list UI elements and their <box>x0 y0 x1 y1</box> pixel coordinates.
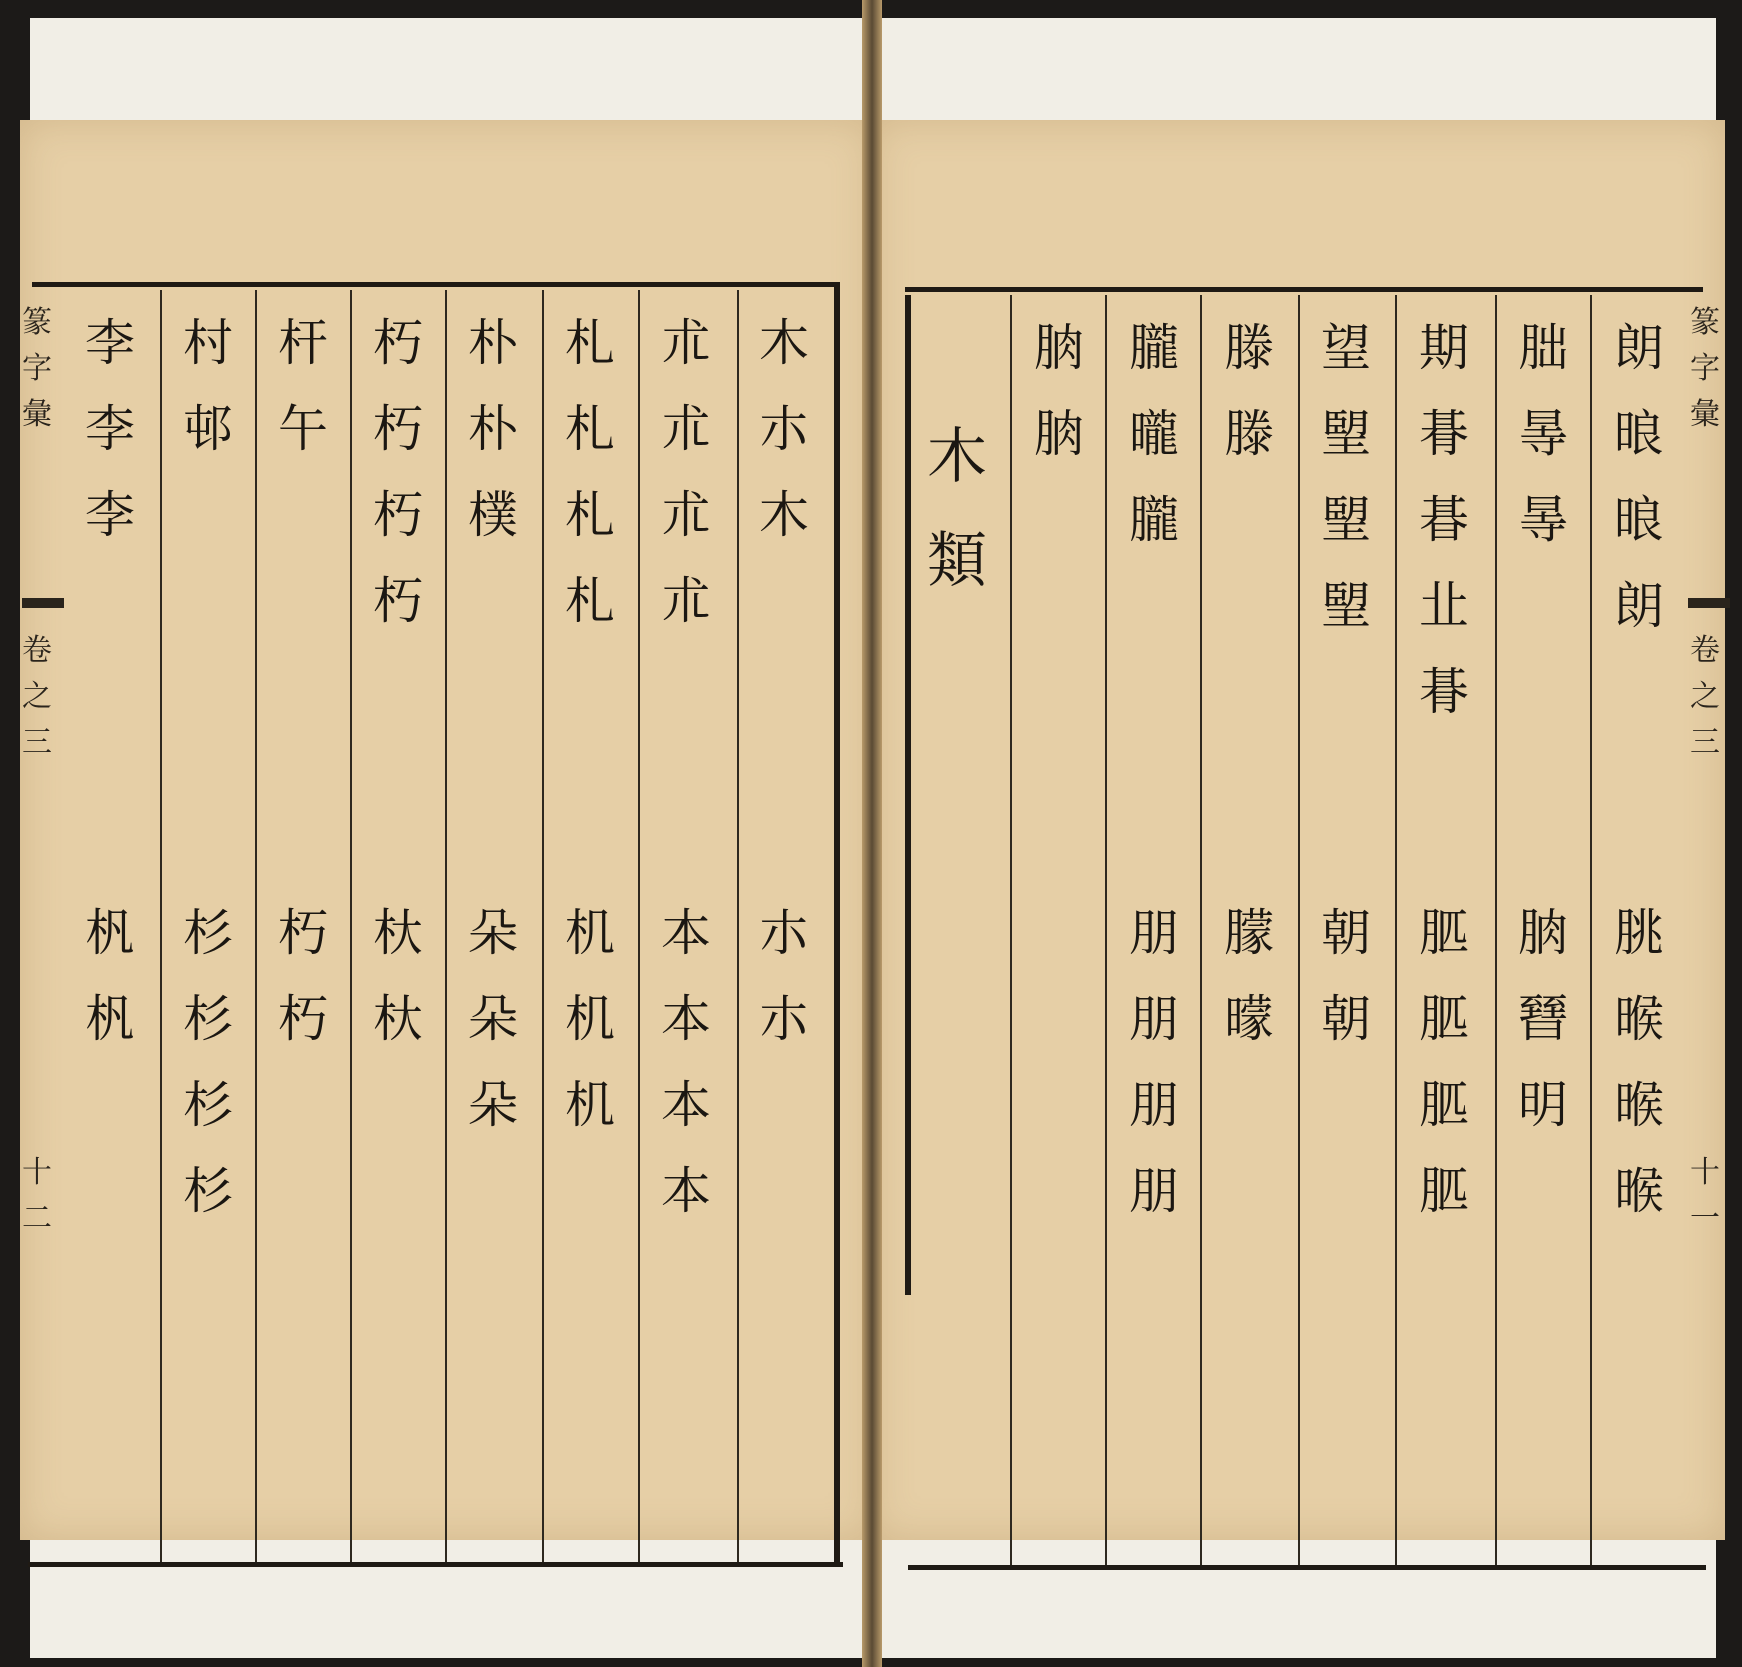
entry-top <box>257 300 349 472</box>
entry-top <box>1593 305 1685 649</box>
seal-char: 㫰 <box>1614 405 1664 463</box>
entry-top <box>1108 305 1200 563</box>
seal-char: 朝 <box>1321 990 1371 1048</box>
entry-top <box>1497 305 1589 563</box>
seal-char: 朏 <box>1518 319 1568 377</box>
seal-char: 朵 <box>468 1076 518 1134</box>
heading-char: 木 <box>927 422 987 492</box>
column-line <box>1395 295 1397 1565</box>
fish-tail-mark <box>22 598 64 630</box>
entry-bottom <box>1108 890 1200 1234</box>
seal-char: 机 <box>565 904 615 962</box>
left-bottom-rule <box>28 1562 843 1567</box>
seal-char: 朋 <box>1129 1162 1179 1220</box>
seal-char: 㫰 <box>1614 491 1664 549</box>
seal-char: 杕 <box>373 990 423 1048</box>
seal-char: 李 <box>85 314 135 372</box>
seal-char: 㬜 <box>1518 990 1568 1048</box>
section-heading <box>922 405 992 613</box>
seal-char: 朦 <box>1224 904 1274 962</box>
seal-char: 杉 <box>183 1076 233 1134</box>
seal-char: 㬋 <box>1614 1076 1664 1134</box>
seal-char: 杉 <box>183 990 233 1048</box>
seal-char: 䏘 <box>1419 1162 1469 1220</box>
entry-top <box>544 300 636 644</box>
column-line <box>1200 295 1202 1565</box>
seal-char: 札 <box>565 486 615 544</box>
fish-tail-mark <box>1688 598 1730 630</box>
seal-char: 朽 <box>373 314 423 372</box>
seal-char: 朮 <box>661 314 711 372</box>
entry-bottom <box>738 890 830 1062</box>
seal-char: 朋 <box>1129 990 1179 1048</box>
seal-char: 朵 <box>468 990 518 1048</box>
entry-bottom <box>162 890 254 1234</box>
left-outer-border <box>834 285 840 1565</box>
seal-char: 䏘 <box>1419 904 1469 962</box>
seal-char: 札 <box>565 572 615 630</box>
seal-char: 杉 <box>183 1162 233 1220</box>
seal-char: 本 <box>661 1076 711 1134</box>
seal-char: 㫷 <box>1419 491 1469 549</box>
seal-char: 䏘 <box>1419 990 1469 1048</box>
seal-char: 朞 <box>1419 663 1469 721</box>
seal-char: 㬋 <box>1614 1162 1664 1220</box>
seal-char: 期 <box>1419 319 1469 377</box>
seal-char: 朽 <box>373 486 423 544</box>
seal-char: 机 <box>565 1076 615 1134</box>
entry-top <box>1203 305 1295 477</box>
entry-bottom <box>1300 890 1392 1062</box>
seal-char: 㐀 <box>1419 577 1469 635</box>
seal-char: 滕 <box>1224 405 1274 463</box>
seal-char: 朢 <box>1321 405 1371 463</box>
right-bottom-rule <box>908 1565 1706 1570</box>
seal-char: 樸 <box>468 486 518 544</box>
seal-char: 木 <box>759 314 809 372</box>
seal-char: 㬋 <box>1614 990 1664 1048</box>
entry-top <box>352 300 444 644</box>
entry-bottom <box>447 890 539 1148</box>
seal-char: 朽 <box>373 572 423 630</box>
seal-char: 邨 <box>183 400 233 458</box>
seal-char: 滕 <box>1224 319 1274 377</box>
seal-char: 本 <box>661 904 711 962</box>
entry-top <box>1013 305 1105 477</box>
seal-char: 䏘 <box>1419 1076 1469 1134</box>
seal-char: 朋 <box>1129 904 1179 962</box>
entry-top <box>1398 305 1490 735</box>
seal-char: 札 <box>565 400 615 458</box>
seal-char: 朒 <box>1034 405 1084 463</box>
seal-char: 朒 <box>1518 904 1568 962</box>
seal-char: 杋 <box>85 904 135 962</box>
seal-char: 朩 <box>759 990 809 1048</box>
seal-char: 本 <box>661 1162 711 1220</box>
entry-top <box>640 300 732 644</box>
seal-char: 杋 <box>85 990 135 1048</box>
entry-bottom <box>257 890 349 1062</box>
seal-char: 李 <box>85 486 135 544</box>
entry-bottom <box>352 890 444 1062</box>
seal-char: 朧 <box>1129 491 1179 549</box>
entry-bottom <box>640 890 732 1234</box>
entry-bottom <box>1203 890 1295 1062</box>
entry-top <box>738 300 830 558</box>
seal-char: 朢 <box>1321 491 1371 549</box>
right-margin-label: 篆字彙 <box>1690 305 1720 432</box>
entry-top <box>447 300 539 558</box>
seal-char: 机 <box>565 990 615 1048</box>
seal-char: 杉 <box>183 904 233 962</box>
seal-char: 本 <box>661 990 711 1048</box>
heading-char: 類 <box>927 526 987 596</box>
seal-char: 朗 <box>1614 319 1664 377</box>
seal-char: 朩 <box>759 904 809 962</box>
column-line <box>1010 295 1012 1565</box>
seal-char: 朝 <box>1321 904 1371 962</box>
left-margin-volume: 卷之三 <box>22 633 52 760</box>
seal-char: 李 <box>85 400 135 458</box>
seal-char: 朮 <box>661 400 711 458</box>
book-gutter <box>862 0 882 1667</box>
right-margin-page: 十一 <box>1690 1155 1720 1236</box>
left-top-rule <box>32 282 840 287</box>
seal-char: 朓 <box>1614 904 1664 962</box>
entry-bottom <box>1593 890 1685 1234</box>
column-line <box>1590 295 1592 1565</box>
seal-char: 朢 <box>1321 577 1371 635</box>
seal-char: 朽 <box>278 990 328 1048</box>
seal-char: 朧 <box>1129 319 1179 377</box>
entry-top <box>1300 305 1392 649</box>
seal-char: 曚 <box>1224 990 1274 1048</box>
seal-char: 午 <box>278 400 328 458</box>
seal-char: 㫭 <box>1518 405 1568 463</box>
seal-char: 朽 <box>373 400 423 458</box>
seal-char: 村 <box>183 314 233 372</box>
entry-top <box>64 300 156 558</box>
seal-char: 曨 <box>1129 405 1179 463</box>
seal-char: 朗 <box>1614 577 1664 635</box>
seal-char: 朵 <box>468 904 518 962</box>
seal-char: 望 <box>1321 319 1371 377</box>
entry-top <box>162 300 254 472</box>
seal-char: 朩 <box>759 400 809 458</box>
seal-char: 明 <box>1518 1076 1568 1134</box>
left-margin-label: 篆字彙 <box>22 305 52 432</box>
seal-char: 札 <box>565 314 615 372</box>
seal-char: 朮 <box>661 486 711 544</box>
entry-bottom <box>544 890 636 1148</box>
seal-char: 朞 <box>1419 405 1469 463</box>
entry-bottom <box>1497 890 1589 1148</box>
right-outer-border <box>905 295 911 1295</box>
seal-char: 朮 <box>661 572 711 630</box>
seal-char: 朴 <box>468 400 518 458</box>
seal-char: 朋 <box>1129 1076 1179 1134</box>
seal-char: 木 <box>759 486 809 544</box>
right-top-rule <box>905 287 1703 292</box>
seal-char: 朴 <box>468 314 518 372</box>
entry-bottom <box>1398 890 1490 1234</box>
entry-bottom <box>64 890 156 1062</box>
seal-char: 朽 <box>278 904 328 962</box>
seal-char: 杕 <box>373 904 423 962</box>
seal-char: 㫭 <box>1518 491 1568 549</box>
left-margin-page: 十二 <box>22 1155 52 1236</box>
right-margin-volume: 卷之三 <box>1690 633 1720 760</box>
seal-char: 杆 <box>278 314 328 372</box>
seal-char: 朒 <box>1034 319 1084 377</box>
column-line <box>1105 295 1107 1565</box>
